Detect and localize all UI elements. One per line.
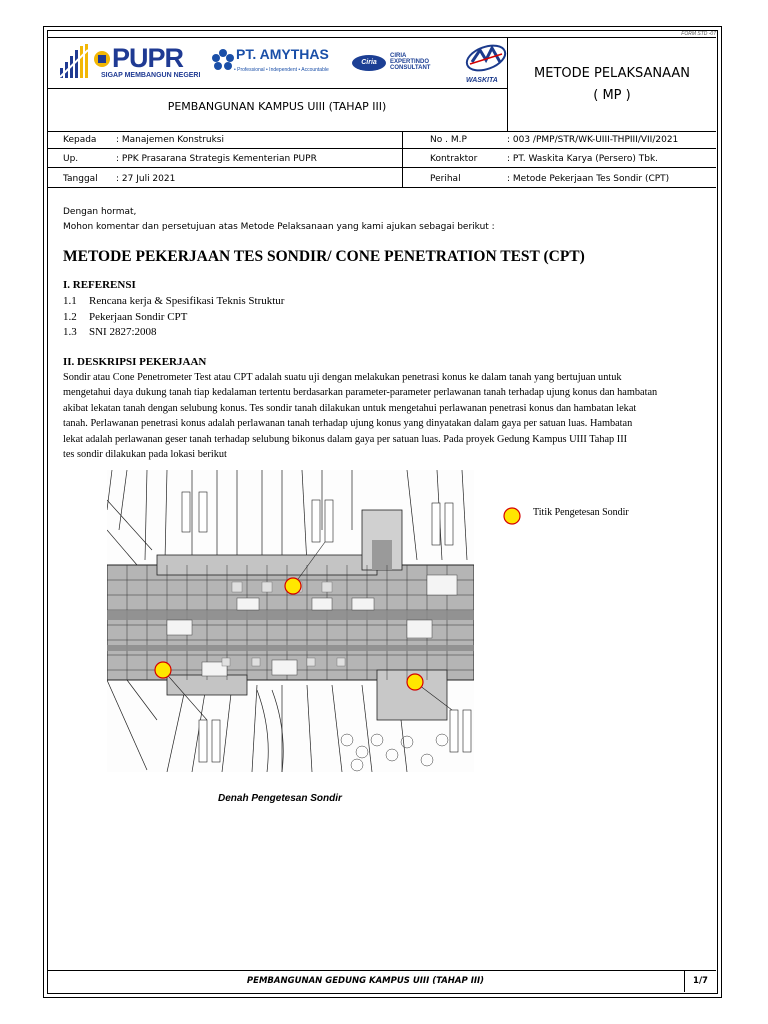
ciria-badge: Ciria [352, 55, 386, 71]
kepada-label: Kepada [63, 135, 97, 145]
tanggal-label: Tanggal [63, 174, 98, 184]
amythas-flower-icon [208, 46, 238, 80]
kontraktor-label: Kontraktor [430, 154, 478, 164]
footer-top-line [47, 970, 716, 971]
sondir-point-marker [407, 674, 423, 690]
project-title: PEMBANGUNAN KAMPUS UIII (TAHAP III) [167, 100, 387, 113]
perihal-value: : Metode Pekerjaan Tes Sondir (CPT) [507, 174, 670, 184]
waskita-text: WASKITA [466, 77, 498, 84]
description-line: lekat adalah perlawanan geser tanah terhadap selubung bikonus dalam gaya per satuan luas. Pada proyek Gedung Kampus UIII Tahap III [63, 433, 628, 445]
perihal-label: Perihal [430, 174, 461, 184]
ciria-text: CIRIA EXPERTINDO CONSULTANT [390, 53, 431, 71]
figure-caption: Denah Pengetesan Sondir [218, 793, 342, 804]
section1-title: I. REFERENSI [63, 279, 136, 291]
info-row-line-1 [47, 148, 716, 149]
description-line: tanah. Perlawanan penetrasi konus adalah perlawanan tanah terhadap ujung konus yang dinyatakan dalam gaya per satuan luas. Hambatan [63, 418, 633, 430]
intro-text: Mohon komentar dan persetujuan atas Metode Pelaksanaan yang kami ajukan sebagai berikut : [63, 222, 495, 232]
pupr-logo-text: PUPR [112, 43, 184, 73]
info-row-line-2 [47, 167, 716, 168]
description-line: akibat lekatan tanah dengan selubung konus. Tes sondir tanah dilakukan untuk mengetahui perlawanan penetrasi konus dan hambatan lekat [63, 402, 637, 414]
site-plan-figure [107, 470, 474, 772]
footer-title: PEMBANGUNAN GEDUNG KAMPUS UIII (TAHAP III) [246, 976, 485, 986]
tanggal-value: : 27 Juli 2021 [116, 174, 176, 184]
pupr-tagline: SIGAP MEMBANGUN NEGERI [101, 72, 201, 79]
reference-item: 1.2 Pekerjaan Sondir CPT [63, 310, 188, 323]
section2-title: II. DESKRIPSI PEKERJAAN [63, 356, 207, 368]
doc-type-line2: ( MP ) [593, 88, 631, 103]
info-row-line-3 [47, 187, 716, 188]
reference-item: 1.1 Rencana kerja & Spesifikasi Teknis Struktur [63, 295, 285, 307]
description-line: tes sondir dilakukan pada lokasi berikut [63, 449, 227, 461]
legend-marker-icon [501, 505, 523, 532]
nomp-label: No . M.P [430, 135, 467, 145]
amythas-name: PT. AMYTHAS [236, 46, 329, 62]
nomp-value: : 003 /PMP/STR/WK-UIII-THPIII/VII/2021 [507, 135, 679, 145]
reference-list [63, 294, 284, 341]
description-line: Sondir atau Cone Penetrometer Test atau CPT adalah suatu uji dengan melakukan penetrasi konus ke dalam tanah yang bertujuan untuk [63, 372, 622, 383]
up-label: Up. [63, 154, 79, 164]
up-value: : PPK Prasarana Strategis Kementerian PUPR [116, 154, 317, 164]
greeting: Dengan hormat, [63, 207, 137, 217]
kontraktor-value: : PT. Waskita Karya (Persero) Tbk. [507, 154, 659, 164]
description-line: mengetahui daya dukung tanah tiap kedalaman tertentu berdasarkan parameter-parameter perlawanan tanah terhadap ujung konus dan hambatan [63, 387, 658, 399]
doc-type-line1: METODE PELAKSANAAN [534, 66, 690, 81]
header-top-line [47, 37, 716, 38]
pupr-bars-icon [60, 44, 88, 78]
amythas-tagline: • Professional • Independent • Accountable [234, 67, 329, 73]
kepada-value: : Manajemen Konstruksi [116, 135, 224, 145]
reference-item: 1.3 SNI 2827:2008 [63, 326, 157, 338]
sondir-point-marker [285, 578, 301, 594]
description [63, 370, 713, 462]
info-col-divider [402, 131, 403, 187]
page-number: 1/7 [693, 976, 708, 986]
header-mid-line [47, 88, 507, 89]
main-title: METODE PEKERJAAN TES SONDIR/ CONE PENETRATION TEST (CPT) [63, 248, 585, 265]
form-code: FORM STD -07 [681, 31, 716, 37]
pupr-emblem-icon [94, 51, 110, 67]
sondir-point-marker [155, 662, 171, 678]
header-bottom-line [47, 131, 716, 132]
legend-label: Titik Pengetesan Sondir [533, 507, 629, 518]
